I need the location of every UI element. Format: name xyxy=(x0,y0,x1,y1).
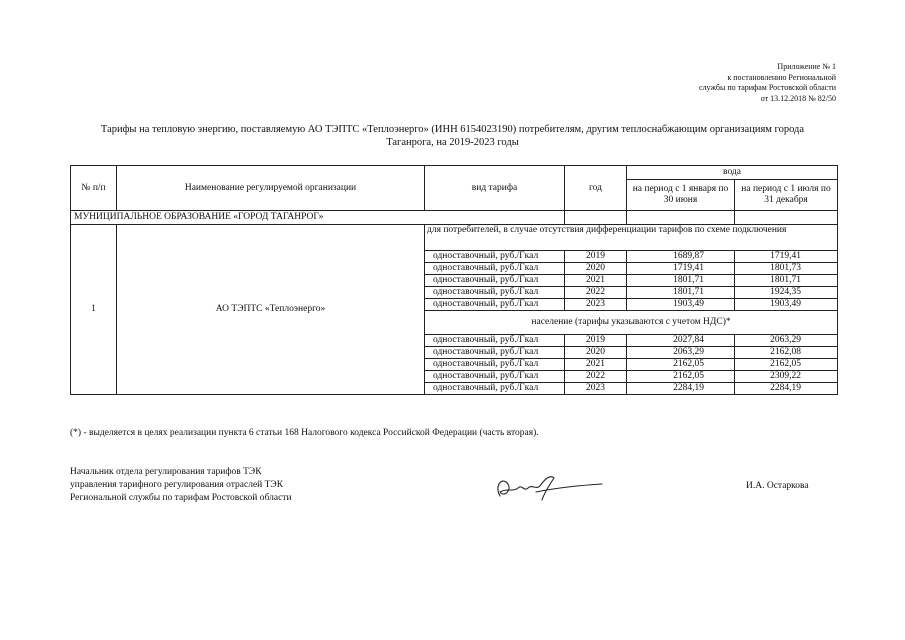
tariff-value-h2: 2162,08 xyxy=(735,347,838,359)
row-number: 1 xyxy=(71,225,117,395)
tariff-year: 2023 xyxy=(565,299,627,311)
tariff-type: одноставочный, руб./Гкал xyxy=(425,275,565,287)
appendix-line: от 13.12.2018 № 82/50 xyxy=(760,93,836,103)
header-tariff-type: вид тарифа xyxy=(425,166,565,211)
title-line: Тарифы на тепловую энергию, поставляемую АО ТЭПТС «Теплоэнерго» (ИНН 6154023190) потребителям, другим теплоснабжающим организациям города xyxy=(100,124,805,135)
tariff-value-h2: 2063,29 xyxy=(735,335,838,347)
tariff-year: 2023 xyxy=(565,383,627,395)
tariff-value-h1: 2162,05 xyxy=(627,359,735,371)
tariff-value-h2: 1924,35 xyxy=(735,287,838,299)
tariff-value-h2: 1903,49 xyxy=(735,299,838,311)
tariff-year: 2020 xyxy=(565,263,627,275)
signatory-name: И.А. Остаркова xyxy=(746,481,809,491)
tariff-type: одноставочный, руб./Гкал xyxy=(425,383,565,395)
header-num: № п/п xyxy=(71,166,117,211)
tariff-value-h1: 1719,41 xyxy=(627,263,735,275)
handwritten-signature xyxy=(484,470,604,506)
signatory-line: Начальник отдела регулирования тарифов ТЭК xyxy=(70,467,262,477)
tariff-value-h1: 1903,49 xyxy=(627,299,735,311)
tariff-type: одноставочный, руб./Гкал xyxy=(425,371,565,383)
tariff-year: 2022 xyxy=(565,287,627,299)
group-label-population: население (тарифы указываются с учетом НДС)* xyxy=(425,311,838,335)
tariff-type: одноставочный, руб./Гкал xyxy=(425,359,565,371)
appendix-header xyxy=(699,62,836,104)
tariff-year: 2022 xyxy=(565,371,627,383)
tariff-type: одноставочный, руб./Гкал xyxy=(425,251,565,263)
tariff-value-h1: 1801,71 xyxy=(627,275,735,287)
signatory-line: Региональной службы по тарифам Ростовской области xyxy=(70,493,292,503)
tariff-value-h1: 2162,05 xyxy=(627,371,735,383)
signatory-line: управления тарифного регулирования отраслей ТЭК xyxy=(70,480,284,490)
tariff-value-h1: 2063,29 xyxy=(627,347,735,359)
tariff-type: одноставочный, руб./Гкал xyxy=(425,263,565,275)
tariff-value-h1: 2027,84 xyxy=(627,335,735,347)
footnote: (*) - выделяется в целях реализации пункта 6 статьи 168 Налогового кодекса Российской Федерации (часть вторая). xyxy=(70,428,539,438)
tariff-type: одноставочный, руб./Гкал xyxy=(425,299,565,311)
appendix-line: службы по тарифам Ростовской области xyxy=(699,83,836,93)
empty-cell xyxy=(735,211,838,225)
signatory-block xyxy=(70,466,292,505)
tariff-value-h1: 2284,19 xyxy=(627,383,735,395)
tariff-value-h2: 2284,19 xyxy=(735,383,838,395)
tariff-value-h2: 1801,73 xyxy=(735,263,838,275)
header-year: год xyxy=(565,166,627,211)
tariff-type: одноставочный, руб./Гкал xyxy=(425,347,565,359)
tariff-type: одноставочный, руб./Гкал xyxy=(425,335,565,347)
tariff-year: 2019 xyxy=(565,335,627,347)
tariff-year: 2020 xyxy=(565,347,627,359)
title-line: Таганрога, на 2019-2023 годы xyxy=(386,137,519,148)
header-period-2: на период с 1 июля по 31 декабря xyxy=(735,180,838,211)
document-title xyxy=(70,123,835,149)
municipality-row: МУНИЦИПАЛЬНОЕ ОБРАЗОВАНИЕ «ГОРОД ТАГАНРОГ» xyxy=(71,211,565,225)
group-label-consumers: для потребителей, в случае отсутствия дифференциации тарифов по схеме подключения xyxy=(425,225,838,251)
organization-name: АО ТЭПТС «Теплоэнерго» xyxy=(117,225,425,395)
appendix-line: Приложение № 1 xyxy=(777,62,836,71)
header-water: вода xyxy=(627,166,838,180)
tariff-year: 2019 xyxy=(565,251,627,263)
tariff-value-h1: 1801,71 xyxy=(627,287,735,299)
tariff-value-h2: 1801,71 xyxy=(735,275,838,287)
tariff-value-h2: 2162,05 xyxy=(735,359,838,371)
tariff-value-h2: 2309,22 xyxy=(735,371,838,383)
empty-cell xyxy=(565,211,627,225)
appendix-line: к постановлению Региональной xyxy=(727,72,836,82)
tariff-year: 2021 xyxy=(565,275,627,287)
header-period-1: на период с 1 января по 30 июня xyxy=(627,180,735,211)
tariff-type: одноставочный, руб./Гкал xyxy=(425,287,565,299)
tariff-table xyxy=(70,165,838,395)
header-org: Наименование регулируемой организации xyxy=(117,166,425,211)
tariff-value-h2: 1719,41 xyxy=(735,251,838,263)
tariff-value-h1: 1689,87 xyxy=(627,251,735,263)
empty-cell xyxy=(627,211,735,225)
tariff-year: 2021 xyxy=(565,359,627,371)
